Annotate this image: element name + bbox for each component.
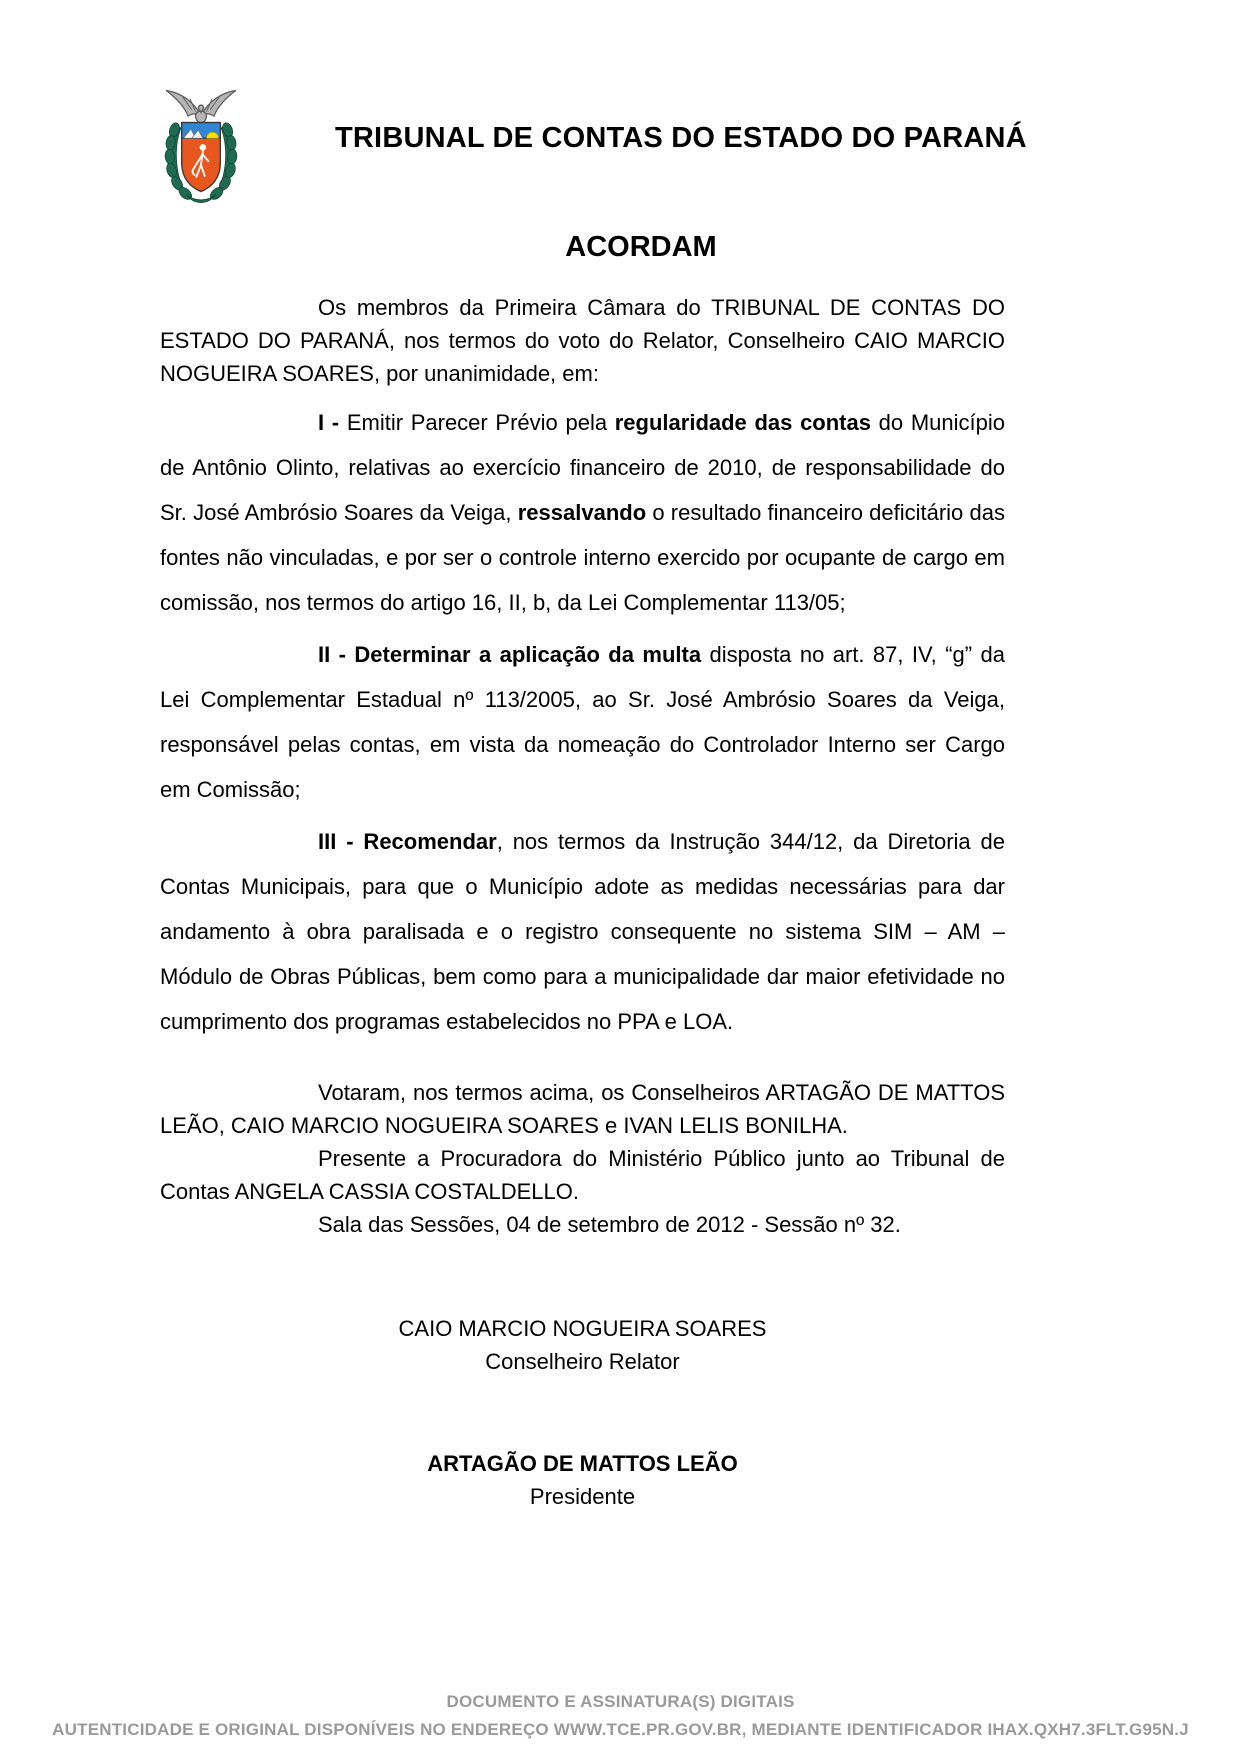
decision-item-2: II - Determinar a aplicação da multa disposta no art. 87, IV, “g” da Lei Complementar Estadual nº 113/2005, ao Sr. José Ambrósio Soares da Veiga, responsável pelas contas, em vista da nomeação do Controlador Interno ser Cargo em Comissão; bbox=[160, 642, 1005, 802]
signature-presidente-name: ARTAGÃO DE MATTOS LEÃO bbox=[427, 1451, 738, 1476]
sala-das-sessoes-line: Sala das Sessões, 04 de setembro de 2012 - Sessão nº 32. bbox=[318, 1212, 901, 1237]
decision-item-1: I - Emitir Parecer Prévio pela regularidade das contas do Município de Antônio Olinto, relativas ao exercício financeiro de 2010, de responsabilidade do Sr. José Ambrósio Soares da Veiga, ressalvando o resultado financeiro deficitário das fontes não vinculadas, e por ser o controle interno exercido por ocupante de cargo em comissão, nos termos do artigo 16, II, b, da Lei Complementar 113/05; bbox=[160, 410, 1005, 615]
digital-signature-footer bbox=[0, 1688, 1241, 1744]
signature-presidente bbox=[160, 1447, 1005, 1513]
votaram-paragraph: Votaram, nos termos acima, os Conselheiros ARTAGÃO DE MATTOS LEÃO, CAIO MARCIO NOGUEIRA SOARES e IVAN LELIS BONILHA. bbox=[160, 1080, 1005, 1138]
signature-relator-role: Conselheiro Relator bbox=[485, 1349, 680, 1374]
signature-presidente-role: Presidente bbox=[529, 1484, 636, 1509]
footer-line-1: DOCUMENTO E ASSINATURA(S) DIGITAIS bbox=[446, 1692, 795, 1711]
intro-paragraph: Os membros da Primeira Câmara do TRIBUNAL DE CONTAS DO ESTADO DO PARANÁ, nos termos do voto do Relator, Conselheiro CAIO MARCIO NOGUEIRA SOARES, por unanimidade, em: bbox=[160, 295, 1005, 386]
presente-paragraph: Presente a Procuradora do Ministério Público junto ao Tribunal de Contas ANGELA CASSIA COSTALDELLO. bbox=[160, 1146, 1005, 1204]
document-title: TRIBUNAL DE CONTAS DO ESTADO DO PARANÁ bbox=[335, 122, 1027, 154]
parana-coat-of-arms-icon bbox=[155, 86, 247, 218]
footer-line-2: AUTENTICIDADE E ORIGINAL DISPONÍVEIS NO ENDEREÇO WWW.TCE.PR.GOV.BR, MEDIANTE IDENTIFICADOR IHAX.QXH7.3FLT.G95N.J bbox=[52, 1720, 1189, 1739]
decision-item-3: III - Recomendar, nos termos da Instrução 344/12, da Diretoria de Contas Municipais, para que o Município adote as medidas necessárias para dar andamento à obra paralisada e o registro consequente no sistema SIM – AM – Módulo de Obras Públicas, bem como para a municipalidade dar maior efetividade no cumprimento dos programas estabelecidos no PPA e LOA. bbox=[160, 829, 1006, 1034]
signature-relator-name: CAIO MARCIO NOGUEIRA SOARES bbox=[398, 1316, 767, 1341]
signature-relator bbox=[160, 1312, 1005, 1378]
closing-block bbox=[160, 1076, 1005, 1241]
acordam-heading: ACORDAM bbox=[565, 231, 717, 263]
